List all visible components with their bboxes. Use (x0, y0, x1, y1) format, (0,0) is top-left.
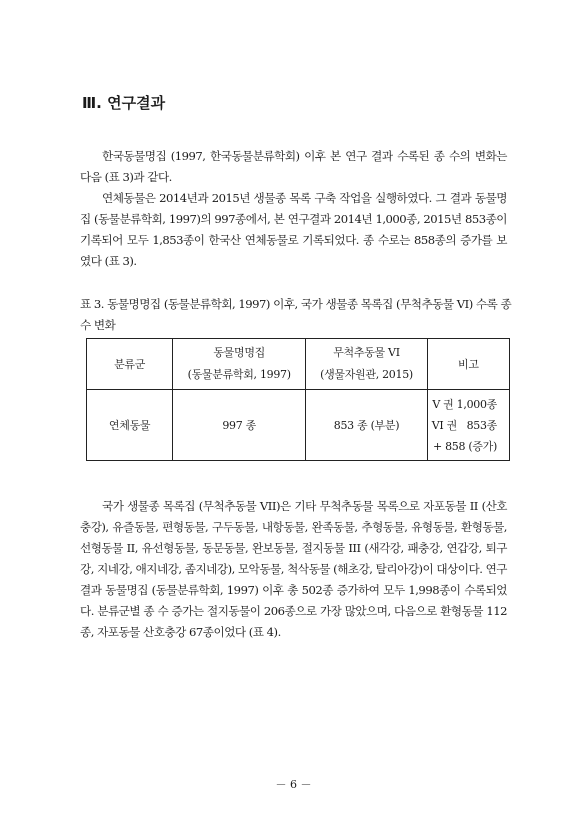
note-line-3: + 858 (증가) (432, 439, 497, 453)
cell-count-2015: 853 종 (부분) (306, 390, 428, 461)
header-1997-source: (동물분류학회, 1997) (187, 368, 291, 381)
cell-count-1997: 997 종 (173, 390, 306, 461)
note-line-2: VI 권 853종 (431, 418, 497, 432)
table-header-row (87, 339, 510, 390)
paragraph-intro: 한국동물명집 (1997, 한국동물분류학회) 이후 본 연구 결과 수록된 종 수의 변화는 다음 (표 3)과 같다. (80, 149, 507, 184)
section-title: Ⅲ. 연구결과 (82, 94, 166, 112)
header-2015 (306, 339, 428, 390)
paragraph-invertebrates: 국가 생물종 목록집 (무척추동물 VII)은 기타 무척추동물 목록으로 자포동물 II (산호충강), 유즐동물, 편형동물, 구두동물, 내항동물, 완족동물, 추형동물, 유형동물, 환형동물, 선형동물 II, 유선형동물, 동문동물, 완보동물, 절지동물 III (새각강, 패충강, 연갑강, 퇴구강, 지네강, 애지네강, 좀지네강), 모악동물, 척삭동물 (해초강, 탈리아강)이 대상이다. 연구결과 동물명집 (동물분류학회, 1997) 이후 총 502종 증가하여 모두 1,998종이 수록되었다. 분류군별 종 수 증가는 절지동물이 206종으로 가장 많았으며, 다음으로 환형동물 112종, 자포동물 산호충강 67종이었다 (표 4). (80, 499, 507, 639)
header-note: 비고 (427, 339, 509, 390)
table-row (87, 390, 510, 461)
header-1997 (173, 339, 306, 390)
header-1997-title: 동물명명집 (213, 346, 265, 359)
header-2015-title: 무척추동물 VI (333, 346, 400, 359)
header-2015-source: (생물자원관, 2015) (320, 368, 413, 381)
cell-taxon: 연체동물 (87, 390, 173, 461)
header-taxon: 분류군 (87, 339, 173, 390)
species-count-table (86, 338, 510, 461)
note-line-1: V 권 1,000종 (432, 397, 497, 411)
cell-note (427, 390, 509, 461)
table-caption: 표 3. 동물명명집 (동물분류학회, 1997) 이후, 국가 생물종 목록집 (무척추동물 VI) 수록 종 수 변화 (80, 297, 512, 332)
paragraph-mollusca: 연체동물은 2014년과 2015년 생물종 목록 구축 작업을 실행하였다. 그 결과 동물명집 (동물분류학회, 1997)의 997종에서, 본 연구결과 2014년 1,000종, 2015년 853종이 기록되어 모두 1,853종이 한국산 연체동물로 기록되었다. 종 수로는 858종의 증가를 보였다 (표 3). (80, 191, 507, 268)
page-number: － 6 － (275, 778, 312, 791)
